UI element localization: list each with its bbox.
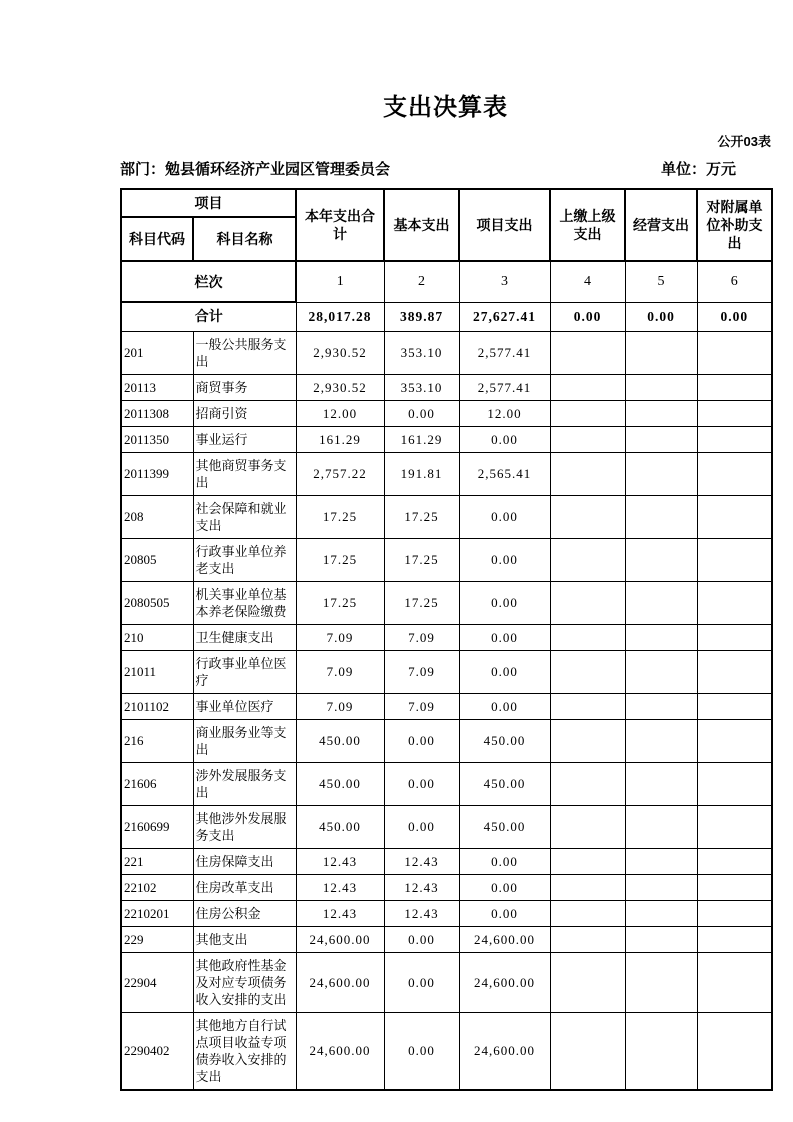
rank-number: 2	[384, 261, 459, 302]
subject-name-cell: 卫生健康支出	[193, 624, 296, 650]
subject-code-cell: 21606	[121, 762, 193, 805]
subject-code-cell: 2210201	[121, 900, 193, 926]
subject-name-cell: 社会保障和就业支出	[193, 495, 296, 538]
value-cell: 450.00	[459, 719, 550, 762]
value-cell	[625, 926, 697, 952]
value-cell: 7.09	[384, 624, 459, 650]
total-value: 0.00	[625, 302, 697, 331]
rank-number: 3	[459, 261, 550, 302]
value-cell: 17.25	[296, 495, 384, 538]
subject-code-cell: 20113	[121, 374, 193, 400]
value-cell: 0.00	[384, 1012, 459, 1090]
page-title: 支出决算表	[383, 94, 508, 121]
header-subject-code: 科目代码	[121, 217, 193, 261]
table-row	[121, 693, 772, 719]
header-col-upper-level: 上缴上级支出	[550, 189, 625, 261]
value-cell: 17.25	[384, 581, 459, 624]
value-cell	[697, 805, 772, 848]
value-cell: 12.43	[384, 848, 459, 874]
subject-name-cell: 商贸事务	[193, 374, 296, 400]
unit-label: 单位：万元	[660, 161, 736, 178]
table-row	[121, 374, 772, 400]
value-cell: 450.00	[459, 805, 550, 848]
value-cell	[625, 538, 697, 581]
total-value: 27,627.41	[459, 302, 550, 331]
meta-row	[120, 160, 771, 180]
value-cell	[550, 495, 625, 538]
subject-code-cell: 20805	[121, 538, 193, 581]
subject-name-cell: 其他支出	[193, 926, 296, 952]
value-cell	[550, 719, 625, 762]
table-row	[121, 452, 772, 495]
value-cell: 12.43	[384, 900, 459, 926]
value-cell	[625, 1012, 697, 1090]
value-cell: 450.00	[296, 762, 384, 805]
subject-code-cell: 21011	[121, 650, 193, 693]
value-cell	[550, 848, 625, 874]
value-cell: 450.00	[296, 805, 384, 848]
value-cell	[625, 624, 697, 650]
subject-name-cell: 住房改革支出	[193, 874, 296, 900]
value-cell: 0.00	[459, 624, 550, 650]
rank-number: 4	[550, 261, 625, 302]
value-cell: 450.00	[296, 719, 384, 762]
value-cell: 17.25	[384, 495, 459, 538]
subject-code-cell: 2011350	[121, 426, 193, 452]
value-cell: 0.00	[384, 719, 459, 762]
value-cell: 24,600.00	[459, 926, 550, 952]
value-cell: 0.00	[384, 805, 459, 848]
value-cell: 12.43	[296, 900, 384, 926]
value-cell: 24,600.00	[296, 952, 384, 1012]
value-cell: 0.00	[384, 926, 459, 952]
total-row	[121, 302, 772, 331]
value-cell: 17.25	[296, 581, 384, 624]
value-cell	[697, 650, 772, 693]
subject-name-cell: 一般公共服务支出	[193, 331, 296, 374]
value-cell	[697, 926, 772, 952]
value-cell: 2,757.22	[296, 452, 384, 495]
value-cell: 0.00	[459, 538, 550, 581]
rank-label: 栏次	[121, 261, 296, 302]
value-cell	[550, 926, 625, 952]
subject-name-cell: 涉外发展服务支出	[193, 762, 296, 805]
total-value: 0.00	[697, 302, 772, 331]
value-cell	[697, 495, 772, 538]
header-row-project	[121, 189, 772, 217]
value-cell	[550, 952, 625, 1012]
table-row	[121, 426, 772, 452]
value-cell	[697, 581, 772, 624]
rank-number: 1	[296, 261, 384, 302]
header-col-subsidy: 对附属单位补助支出	[697, 189, 772, 261]
value-cell	[550, 762, 625, 805]
value-cell	[625, 452, 697, 495]
value-cell: 17.25	[384, 538, 459, 581]
header-col-total-expenditure: 本年支出合计	[296, 189, 384, 261]
sheet-code-label: 公开03表	[717, 134, 771, 149]
value-cell: 0.00	[459, 874, 550, 900]
value-cell: 2,930.52	[296, 331, 384, 374]
value-cell: 7.09	[296, 650, 384, 693]
value-cell	[625, 805, 697, 848]
total-label: 合计	[121, 302, 296, 331]
value-cell	[550, 900, 625, 926]
value-cell	[697, 693, 772, 719]
subject-name-cell: 住房公积金	[193, 900, 296, 926]
rank-row	[121, 261, 772, 302]
value-cell: 12.43	[296, 848, 384, 874]
value-cell: 24,600.00	[459, 1012, 550, 1090]
header-col-operating: 经营支出	[625, 189, 697, 261]
value-cell: 353.10	[384, 374, 459, 400]
value-cell: 7.09	[384, 650, 459, 693]
subject-code-cell: 22904	[121, 952, 193, 1012]
value-cell: 24,600.00	[296, 926, 384, 952]
value-cell: 17.25	[296, 538, 384, 581]
table-row	[121, 719, 772, 762]
table-row	[121, 900, 772, 926]
value-cell	[697, 624, 772, 650]
value-cell	[625, 952, 697, 1012]
table-row	[121, 538, 772, 581]
subject-code-cell: 216	[121, 719, 193, 762]
value-cell	[550, 624, 625, 650]
subject-code-cell: 221	[121, 848, 193, 874]
value-cell	[697, 900, 772, 926]
value-cell: 0.00	[384, 762, 459, 805]
subject-code-cell: 229	[121, 926, 193, 952]
table-row	[121, 805, 772, 848]
value-cell	[697, 374, 772, 400]
value-cell	[550, 331, 625, 374]
subject-code-cell: 2011308	[121, 400, 193, 426]
value-cell	[625, 719, 697, 762]
total-value: 28,017.28	[296, 302, 384, 331]
value-cell	[697, 331, 772, 374]
value-cell: 0.00	[459, 650, 550, 693]
value-cell	[550, 805, 625, 848]
value-cell	[550, 452, 625, 495]
value-cell	[625, 495, 697, 538]
subject-name-cell: 其他商贸事务支出	[193, 452, 296, 495]
value-cell	[625, 581, 697, 624]
value-cell: 0.00	[459, 581, 550, 624]
total-value: 389.87	[384, 302, 459, 331]
table-row	[121, 762, 772, 805]
table-row	[121, 1012, 772, 1090]
expenditure-table	[120, 188, 773, 1091]
total-value: 0.00	[550, 302, 625, 331]
subject-code-cell: 2290402	[121, 1012, 193, 1090]
value-cell	[697, 952, 772, 1012]
value-cell: 2,565.41	[459, 452, 550, 495]
value-cell	[625, 848, 697, 874]
subject-name-cell: 机关事业单位基本养老保险缴费	[193, 581, 296, 624]
subject-code-cell: 2160699	[121, 805, 193, 848]
value-cell	[625, 693, 697, 719]
value-cell: 7.09	[296, 693, 384, 719]
table-row	[121, 400, 772, 426]
value-cell	[697, 1012, 772, 1090]
value-cell: 2,577.41	[459, 331, 550, 374]
rank-number: 6	[697, 261, 772, 302]
value-cell	[550, 1012, 625, 1090]
value-cell	[625, 331, 697, 374]
value-cell: 0.00	[459, 426, 550, 452]
value-cell	[697, 848, 772, 874]
table-row	[121, 624, 772, 650]
value-cell	[550, 426, 625, 452]
value-cell	[550, 650, 625, 693]
value-cell	[550, 400, 625, 426]
subject-code-cell: 2080505	[121, 581, 193, 624]
value-cell	[697, 400, 772, 426]
table-row	[121, 926, 772, 952]
header-subject-name: 科目名称	[193, 217, 296, 261]
table-row	[121, 495, 772, 538]
value-cell: 191.81	[384, 452, 459, 495]
value-cell	[625, 400, 697, 426]
header-project: 项目	[121, 189, 296, 217]
subject-name-cell: 事业运行	[193, 426, 296, 452]
value-cell: 24,600.00	[459, 952, 550, 1012]
header-col-project-expenditure: 项目支出	[459, 189, 550, 261]
value-cell: 0.00	[459, 495, 550, 538]
report-sheet	[120, 0, 771, 1091]
value-cell	[625, 762, 697, 805]
table-row	[121, 331, 772, 374]
value-cell: 2,577.41	[459, 374, 550, 400]
table-row	[121, 848, 772, 874]
value-cell	[625, 900, 697, 926]
subject-name-cell: 其他政府性基金及对应专项债务收入安排的支出	[193, 952, 296, 1012]
subject-code-cell: 2101102	[121, 693, 193, 719]
value-cell	[697, 538, 772, 581]
table-row	[121, 874, 772, 900]
value-cell	[625, 374, 697, 400]
value-cell	[697, 762, 772, 805]
subject-name-cell: 其他涉外发展服务支出	[193, 805, 296, 848]
value-cell: 12.43	[296, 874, 384, 900]
subject-name-cell: 招商引资	[193, 400, 296, 426]
subject-name-cell: 商业服务业等支出	[193, 719, 296, 762]
header-col-basic-expenditure: 基本支出	[384, 189, 459, 261]
value-cell: 2,930.52	[296, 374, 384, 400]
value-cell: 7.09	[384, 693, 459, 719]
value-cell	[625, 650, 697, 693]
table-row	[121, 952, 772, 1012]
table-row	[121, 581, 772, 624]
value-cell	[625, 426, 697, 452]
value-cell: 353.10	[384, 331, 459, 374]
value-cell: 0.00	[459, 693, 550, 719]
value-cell: 0.00	[459, 900, 550, 926]
value-cell	[697, 426, 772, 452]
value-cell	[697, 874, 772, 900]
rank-number: 5	[625, 261, 697, 302]
value-cell	[697, 719, 772, 762]
value-cell: 161.29	[384, 426, 459, 452]
table-row	[121, 650, 772, 693]
value-cell: 0.00	[384, 952, 459, 1012]
subject-name-cell: 其他地方自行试点项目收益专项债券收入安排的支出	[193, 1012, 296, 1090]
value-cell	[550, 374, 625, 400]
subject-code-cell: 208	[121, 495, 193, 538]
subject-name-cell: 行政事业单位医疗	[193, 650, 296, 693]
value-cell	[550, 693, 625, 719]
value-cell	[550, 874, 625, 900]
value-cell: 24,600.00	[296, 1012, 384, 1090]
value-cell: 161.29	[296, 426, 384, 452]
value-cell: 0.00	[384, 400, 459, 426]
value-cell	[550, 538, 625, 581]
subject-name-cell: 住房保障支出	[193, 848, 296, 874]
value-cell: 12.00	[459, 400, 550, 426]
value-cell: 12.43	[384, 874, 459, 900]
subject-code-cell: 22102	[121, 874, 193, 900]
subject-code-cell: 210	[121, 624, 193, 650]
subject-name-cell: 行政事业单位养老支出	[193, 538, 296, 581]
subject-name-cell: 事业单位医疗	[193, 693, 296, 719]
subject-code-cell: 201	[121, 331, 193, 374]
value-cell	[550, 581, 625, 624]
value-cell: 12.00	[296, 400, 384, 426]
value-cell: 450.00	[459, 762, 550, 805]
value-cell	[697, 452, 772, 495]
value-cell: 7.09	[296, 624, 384, 650]
value-cell	[625, 874, 697, 900]
value-cell: 0.00	[459, 848, 550, 874]
department-label: 部门：勉县循环经济产业园区管理委员会	[120, 161, 391, 178]
subject-code-cell: 2011399	[121, 452, 193, 495]
